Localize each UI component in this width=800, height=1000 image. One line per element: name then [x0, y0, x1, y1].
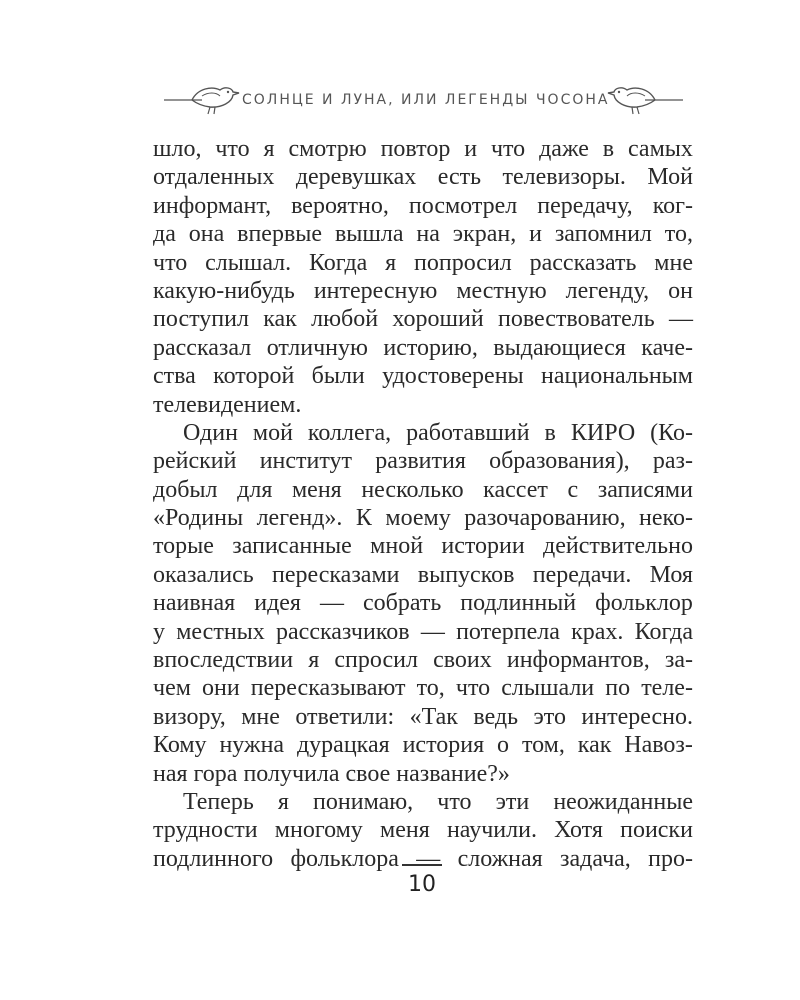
text-line: [153, 788, 693, 816]
word: том,: [521, 732, 565, 759]
word: своих: [433, 647, 492, 674]
word: эти: [495, 788, 530, 815]
word: задача,: [560, 845, 631, 872]
text-line: [153, 362, 693, 390]
word: визору,: [153, 703, 226, 730]
word: слышал.: [205, 249, 292, 276]
word: даже: [539, 136, 589, 162]
word: для: [237, 476, 273, 503]
word: мне: [654, 249, 693, 276]
word: что: [455, 675, 491, 702]
word: разочарованию,: [464, 505, 626, 532]
word: телевидением.: [153, 391, 302, 418]
word: какую-нибудь: [153, 277, 295, 304]
word: про-: [648, 845, 693, 872]
word: получила: [243, 760, 340, 787]
word: ная: [153, 760, 188, 787]
word: выдающиеся: [493, 334, 626, 361]
word: у: [153, 618, 165, 645]
word: каче-: [641, 334, 693, 361]
word: научили.: [446, 817, 537, 844]
word: —: [420, 618, 445, 645]
word: мной: [370, 533, 424, 560]
text-line: [153, 674, 693, 702]
word: о: [497, 732, 510, 759]
word: рассказал: [153, 334, 252, 361]
word: подлинного: [153, 845, 274, 872]
word: и: [529, 221, 542, 248]
word: она: [188, 221, 225, 248]
word: я: [308, 647, 320, 674]
word: —: [416, 845, 441, 872]
text-line: [153, 731, 693, 759]
word: нужна: [219, 732, 285, 759]
word: местную: [456, 277, 547, 304]
page-number: 10: [408, 872, 436, 897]
word: легенд».: [256, 505, 343, 532]
word: повтор: [380, 136, 451, 162]
word: идея: [254, 590, 301, 617]
word: трудности: [153, 817, 258, 844]
word: местных: [176, 618, 265, 645]
text-line: [153, 305, 693, 333]
bird-icon: [162, 78, 242, 118]
word: поступил: [153, 306, 249, 333]
word: несколько: [361, 476, 464, 503]
word: кассет: [483, 476, 548, 503]
word: работавший: [406, 419, 530, 446]
word: понимаю,: [313, 788, 414, 815]
word: деревушках: [295, 164, 417, 191]
word: многому: [274, 817, 363, 844]
text-line: [153, 816, 693, 844]
text-line: [153, 618, 693, 646]
word: он: [668, 277, 693, 304]
word: любой: [311, 306, 379, 333]
word: смотрю: [288, 136, 367, 162]
word: Когда: [308, 249, 368, 276]
word: в: [602, 136, 615, 162]
word: наивная: [153, 590, 236, 617]
running-header: [150, 78, 685, 118]
word: дурацкая: [296, 732, 390, 759]
word: рейский: [153, 448, 237, 475]
word: национальным: [541, 363, 693, 390]
word: фольклора: [290, 845, 399, 872]
word: передачу,: [537, 192, 633, 219]
word: неко-: [639, 505, 693, 532]
word: КИРО: [570, 419, 636, 446]
word: отличную: [266, 334, 368, 361]
word: информант,: [153, 192, 272, 219]
word: —: [668, 306, 693, 333]
word: повествователь: [497, 306, 655, 333]
text-line: [153, 561, 693, 589]
word: сложная: [457, 845, 543, 872]
word: то,: [664, 221, 693, 248]
word: то,: [416, 675, 445, 702]
word: фольклор: [595, 590, 693, 617]
word: свое: [345, 760, 391, 787]
word: потерпела: [456, 618, 560, 645]
word: чем: [153, 675, 191, 702]
text-line: [153, 192, 693, 220]
word: экран,: [452, 221, 517, 248]
word: неожиданные: [553, 788, 693, 815]
word: вероятно,: [291, 192, 389, 219]
word: развития: [375, 448, 466, 475]
word: оказались: [153, 561, 254, 588]
word: в: [544, 419, 556, 446]
word: что: [437, 788, 472, 815]
text-line: [153, 589, 693, 617]
word: хороший: [392, 306, 484, 333]
word: что: [153, 249, 188, 276]
word: Навоз-: [624, 732, 693, 759]
bird-icon: [605, 78, 685, 118]
word: меня: [380, 817, 430, 844]
word: интересно.: [581, 703, 693, 730]
text-line: [153, 391, 693, 419]
folio-rule: [402, 864, 442, 866]
word: да: [153, 221, 176, 248]
word: удостоверены: [382, 363, 524, 390]
word: выпусков: [417, 561, 515, 588]
word: —: [319, 590, 344, 617]
word: записанные: [232, 533, 352, 560]
word: на: [416, 221, 440, 248]
word: слышали: [501, 675, 595, 702]
word: передачи.: [532, 561, 632, 588]
word: раз-: [652, 448, 693, 475]
text-line: [153, 249, 693, 277]
text-line: [153, 419, 693, 447]
word: телевизоры.: [502, 164, 626, 191]
word: мой: [252, 419, 293, 446]
word: спросил: [334, 647, 418, 674]
word: гора: [193, 760, 238, 787]
word: историю,: [383, 334, 478, 361]
word: информантов,: [506, 647, 650, 674]
word: впоследствии: [153, 647, 294, 674]
word: за-: [664, 647, 693, 674]
word: Моя: [649, 561, 693, 588]
word: (Ко-: [650, 419, 693, 446]
word: институт: [259, 448, 353, 475]
word: самых: [627, 136, 693, 162]
word: я: [277, 788, 289, 815]
word: поиски: [620, 817, 693, 844]
word: это: [533, 703, 566, 730]
text-line: [153, 163, 693, 191]
word: рассказать: [529, 249, 637, 276]
word: истории: [441, 533, 525, 560]
word: Хотя: [554, 817, 603, 844]
word: «Так: [409, 703, 458, 730]
word: меня: [291, 476, 342, 503]
word: теле-: [641, 675, 693, 702]
word: по: [605, 675, 631, 702]
word: что: [215, 136, 250, 162]
word: которой: [213, 363, 295, 390]
word: есть: [437, 164, 482, 191]
word: ства: [153, 363, 196, 390]
word: коллега,: [307, 419, 392, 446]
word: записями: [597, 476, 693, 503]
word: я: [263, 136, 275, 162]
word: с: [567, 476, 579, 503]
word: были: [311, 363, 365, 390]
word: ответили:: [295, 703, 395, 730]
text-line: [153, 845, 693, 873]
word: ког-: [652, 192, 693, 219]
word: добыл: [153, 476, 218, 503]
word: я: [385, 249, 397, 276]
word: и: [464, 136, 478, 162]
running-header-title: СОЛНЦЕ И ЛУНА, ИЛИ ЛЕГЕНДЫ ЧОСОНА: [242, 92, 610, 108]
word: впервые: [237, 221, 323, 248]
word: мне: [241, 703, 280, 730]
word: Кому: [153, 732, 207, 759]
word: посмотрел: [408, 192, 518, 219]
text-line: [153, 532, 693, 560]
word: крах.: [571, 618, 624, 645]
text-line: [153, 277, 693, 305]
word: интересную: [313, 277, 438, 304]
word: Мой: [647, 164, 693, 191]
word: «Родины: [153, 505, 244, 532]
word: легенду,: [565, 277, 650, 304]
text-line: [153, 703, 693, 731]
word: история: [402, 732, 485, 759]
word: вышла: [334, 221, 404, 248]
word: шло,: [153, 136, 202, 162]
text-line: [153, 220, 693, 248]
word: торые: [153, 533, 214, 560]
word: отдаленных: [153, 164, 275, 191]
word: подлинный: [460, 590, 577, 617]
word: как: [577, 732, 612, 759]
word: что: [490, 136, 526, 162]
word: Теперь: [183, 788, 254, 815]
word: запомнил: [554, 221, 652, 248]
word: пересказами: [271, 561, 400, 588]
word: образования),: [489, 448, 630, 475]
text-line: [153, 504, 693, 532]
text-line: [153, 476, 693, 504]
word: как: [263, 306, 297, 333]
word: моему: [385, 505, 451, 532]
word: рассказчиков: [276, 618, 410, 645]
word: попросил: [414, 249, 512, 276]
word: ведь: [473, 703, 519, 730]
word: Когда: [634, 618, 693, 645]
body-text: [153, 135, 693, 873]
word: они: [202, 675, 240, 702]
word: название?»: [396, 760, 510, 787]
word: собрать: [362, 590, 442, 617]
text-line: [153, 447, 693, 475]
text-line: [153, 334, 693, 362]
word: действительно: [543, 533, 693, 560]
text-line: [153, 760, 693, 788]
word: Один: [183, 419, 238, 446]
word: пересказывают: [250, 675, 406, 702]
text-line: [153, 646, 693, 674]
text-line: [153, 135, 693, 163]
word: К: [355, 505, 372, 532]
